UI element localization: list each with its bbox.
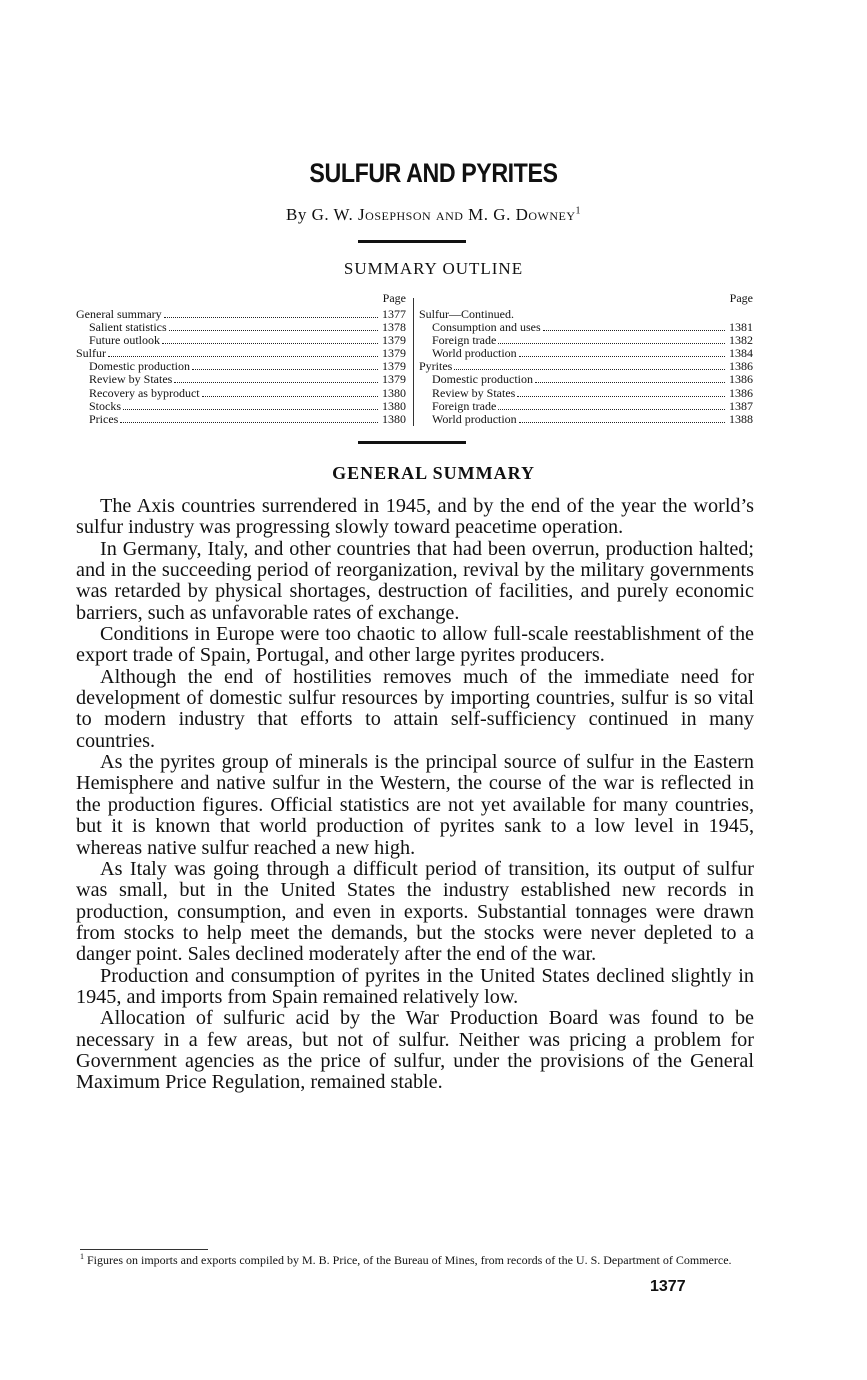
paragraph: Although the end of hostilities removes much of the immediate need for development of domestic sulfur resources by importing countries, sulfur is so vital to modern industry that efforts to attain self-sufficiency continued in many countries.	[76, 665, 754, 752]
outline-page-header: Page	[729, 291, 753, 305]
outline-entry-label: Pyrites	[419, 359, 453, 374]
outline-entry-label: Foreign trade	[432, 333, 497, 348]
outline-entry-label: Domestic production	[89, 359, 190, 374]
outline-rule	[358, 441, 466, 444]
outline-leader-dots	[519, 414, 725, 423]
outline-entry-page: 1388	[729, 411, 753, 426]
byline	[0, 205, 867, 225]
outline-entry-page: 1379	[382, 333, 406, 348]
outline-column-left	[76, 292, 406, 426]
general-summary-heading: GENERAL SUMMARY	[332, 463, 535, 483]
paragraph: The Axis countries surrendered in 1945, and by the end of the year the world’s sulfur industry was progressing slowly toward peacetime operation.	[76, 495, 754, 539]
outline-leader-dots	[174, 374, 378, 383]
outline-entry-label: Sulfur	[76, 346, 106, 361]
outline-entry-label: Review by States	[89, 372, 173, 387]
outline-entry-label: Salient statistics	[89, 320, 167, 335]
byline-middle: M. G.	[468, 205, 511, 224]
paragraph: As the pyrites group of minerals is the principal source of sulfur in the Eastern Hemisphere and native sulfur in the Western, the course of the war is reflected in the production figures. Official statistics are not yet available for many countries, but it is known that world production of pyrites sank to a low level in 1945, whereas native sulfur reached a new high.	[76, 751, 754, 859]
outline-entry-page: 1379	[382, 346, 406, 361]
outline-leader-dots	[120, 414, 378, 423]
outline-entry-page: 1379	[382, 372, 406, 387]
outline-leader-dots	[162, 335, 378, 344]
byline-conjunction: and	[435, 205, 464, 224]
outline-entry	[76, 413, 406, 426]
footnote	[80, 1250, 758, 1267]
outline-entry-page: 1380	[382, 385, 406, 400]
outline-entry-label: Consumption and uses	[432, 320, 541, 335]
outline-divider	[413, 298, 414, 426]
outline-entry-label: Foreign trade	[432, 398, 497, 413]
footnote-text: Figures on imports and exports compiled by M. B. Price, of the Bureau of Mines, from records of the U. S. Department of Commerce.	[87, 1253, 732, 1267]
outline-entry-label: Prices	[89, 411, 119, 426]
author-1: Josephson	[358, 205, 432, 224]
outline-leader-dots	[535, 374, 725, 383]
byline-prefix: By G. W.	[285, 205, 354, 224]
outline-entry-page: 1379	[382, 359, 406, 374]
outline-entry	[419, 400, 753, 413]
outline-leader-dots	[454, 361, 725, 370]
paragraph: As Italy was going through a difficult period of transition, its output of sulfur was small, but in the United States the industry established new records in production, consumption, and even in exports. Substantial tonnages were drawn from stocks to help meet the demands, but the stocks were never depleted to a danger point. Sales declined moderately after the end of the war.	[76, 857, 754, 966]
paragraph: In Germany, Italy, and other countries that had been overrun, production halted; and in the succeeding period of reorganization, revival by the military governments was retarded by physical shortages, destruction of facilities, and purely economic barriers, such as unfavorable rates of exchange.	[76, 537, 754, 624]
outline-column-right	[419, 292, 753, 426]
outline-leader-dots	[498, 401, 725, 410]
outline-entry-page: 1387	[729, 398, 753, 413]
outline-leader-dots	[516, 310, 725, 318]
outline-entry-label: Sulfur—Continued.	[419, 307, 514, 321]
page-number: 1377	[650, 1278, 686, 1295]
outline-leader-dots	[169, 322, 378, 331]
page-title: SULFUR AND PYRITES	[309, 158, 558, 188]
outline-leader-dots	[123, 401, 378, 410]
outline-entry	[76, 334, 406, 347]
outline-leader-dots	[498, 335, 725, 344]
outline-entry	[76, 373, 406, 386]
outline-entry-page: 1386	[729, 385, 753, 400]
outline-page-header: Page	[382, 291, 406, 305]
outline-entry-label: General summary	[76, 307, 162, 321]
outline-entry	[419, 387, 753, 400]
outline-entry-label: Future outlook	[89, 333, 160, 348]
outline-entry	[419, 413, 753, 426]
outline-entry-label: Recovery as byproduct	[89, 385, 200, 400]
outline-entry-page: 1380	[382, 411, 406, 426]
paragraph: Conditions in Europe were too chaotic to allow full-scale reestablishment of the export trade of Spain, Portugal, and other large pyrites producers.	[76, 623, 754, 667]
paragraph: Production and consumption of pyrites in the United States declined slightly in 1945, and imports from Spain remained relatively low.	[76, 964, 754, 1008]
outline-entry-label: Stocks	[89, 398, 122, 413]
title-rule	[358, 240, 466, 243]
summary-outline-heading: SUMMARY OUTLINE	[343, 259, 524, 278]
outline-entry-page: 1381	[729, 320, 753, 335]
outline-leader-dots	[519, 348, 725, 357]
outline-entry-label: Review by States	[432, 385, 516, 400]
outline-entry-page: 1386	[729, 372, 753, 387]
outline-entry	[419, 373, 753, 386]
outline-leader-dots	[202, 388, 378, 397]
footnote-ref: 1	[575, 205, 582, 217]
outline-entry-label: World production	[432, 346, 517, 361]
outline-leader-dots	[543, 322, 725, 331]
body-text	[76, 496, 754, 1094]
outline-entry	[419, 347, 753, 360]
outline-leader-dots	[517, 388, 725, 397]
outline-entry-page: 1386	[729, 359, 753, 374]
outline-leader-dots	[164, 309, 378, 318]
outline-entry-page: 1378	[382, 320, 406, 335]
outline-entry-page: 1384	[729, 346, 753, 361]
outline-entry	[76, 400, 406, 413]
author-2: Downey	[515, 205, 576, 224]
outline-entry	[76, 387, 406, 400]
outline-entry-page: 1377	[382, 307, 406, 321]
outline-leader-dots	[192, 361, 378, 370]
outline-leader-dots	[108, 348, 378, 357]
outline-entry-label: World production	[432, 411, 517, 426]
paragraph: Allocation of sulfuric acid by the War Production Board was found to be necessary in a few areas, but not of sulfur. Neither was pricing a problem for Government agencies as the price of sulfur, under the provisions of the General Maximum Price Regulation, remained stable.	[76, 1007, 754, 1094]
footnote-mark: 1	[80, 1252, 84, 1261]
outline-entry-page: 1382	[729, 333, 753, 348]
outline-entry-label: Domestic production	[432, 372, 533, 387]
outline-entry-page: 1380	[382, 398, 406, 413]
